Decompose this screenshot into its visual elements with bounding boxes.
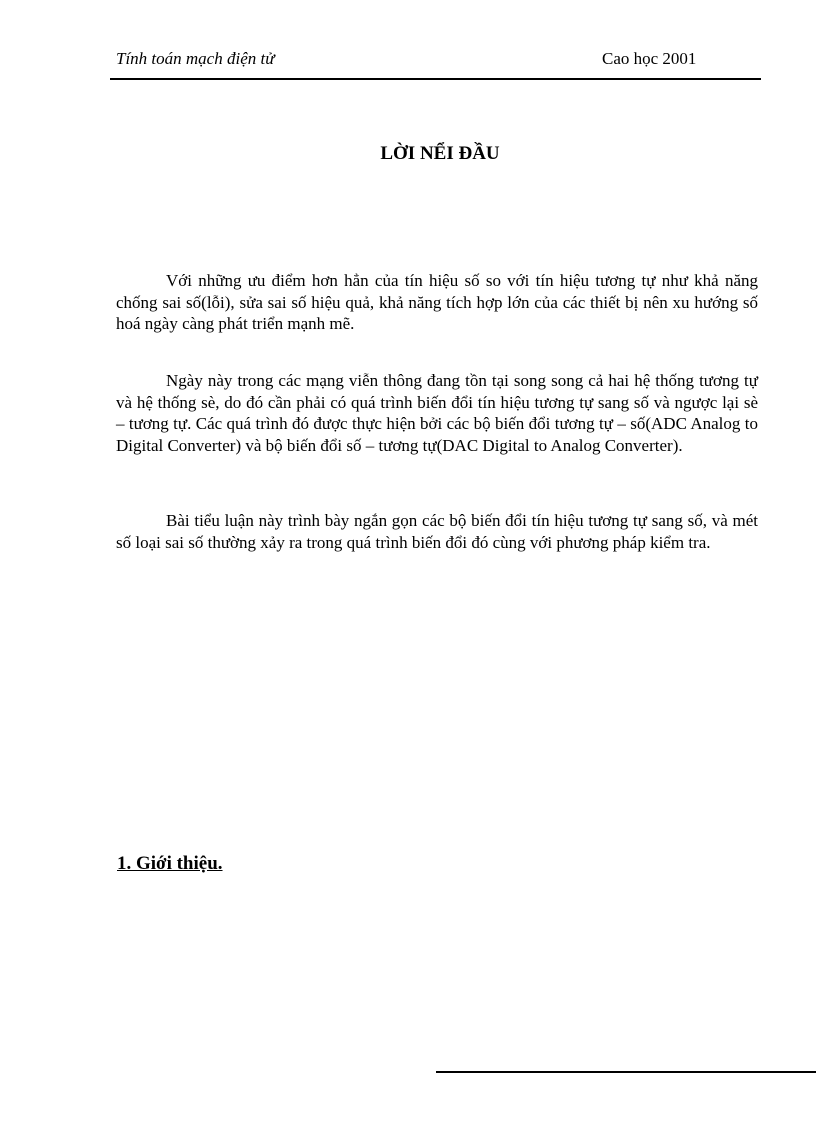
paragraph-telecom-networks: Ngày này trong các mạng viễn thông đang tồn tại song song cả hai hệ thống tương tự và hệ thống sè, do đó cần phải có quá trình biến đổi tín hiệu tương tự sang số và ngược lại sè – tương tự. Các quá trình đó được thực hiện bởi các bộ biến đổi tương tự – số(ADC Analog to Digital Converter) và bộ biến đổi số – tương tự(DAC Digital to Analog Converter). xyxy=(116,371,758,455)
paragraph-essay-scope: Bài tiểu luận này trình bày ngắn gọn các bộ biến đổi tín hiệu tương tự sang số, và mét số loại sai số thường xảy ra trong quá trình biến đổi đó cùng với phương pháp kiểm tra. xyxy=(116,511,758,552)
section-heading: 1. Giới thiệu. xyxy=(117,853,223,874)
header-course-label: Cao học 2001 xyxy=(602,49,697,68)
header-document-title: Tính toán mạch điện tử xyxy=(116,49,275,68)
footer-divider xyxy=(436,1071,816,1073)
paragraph-intro: Với những ưu điểm hơn hẳn của tín hiệu số so với tín hiệu tương tự như khả năng chống sai số(lỗi), sửa sai số hiệu quả, khả năng tích hợp lớn của các thiết bị nên xu hướng số hoá ngày càng phát triển mạnh mẽ. xyxy=(116,271,758,333)
page-title: LỜI NỂI ĐẦU xyxy=(380,143,500,164)
page-header xyxy=(110,48,761,80)
